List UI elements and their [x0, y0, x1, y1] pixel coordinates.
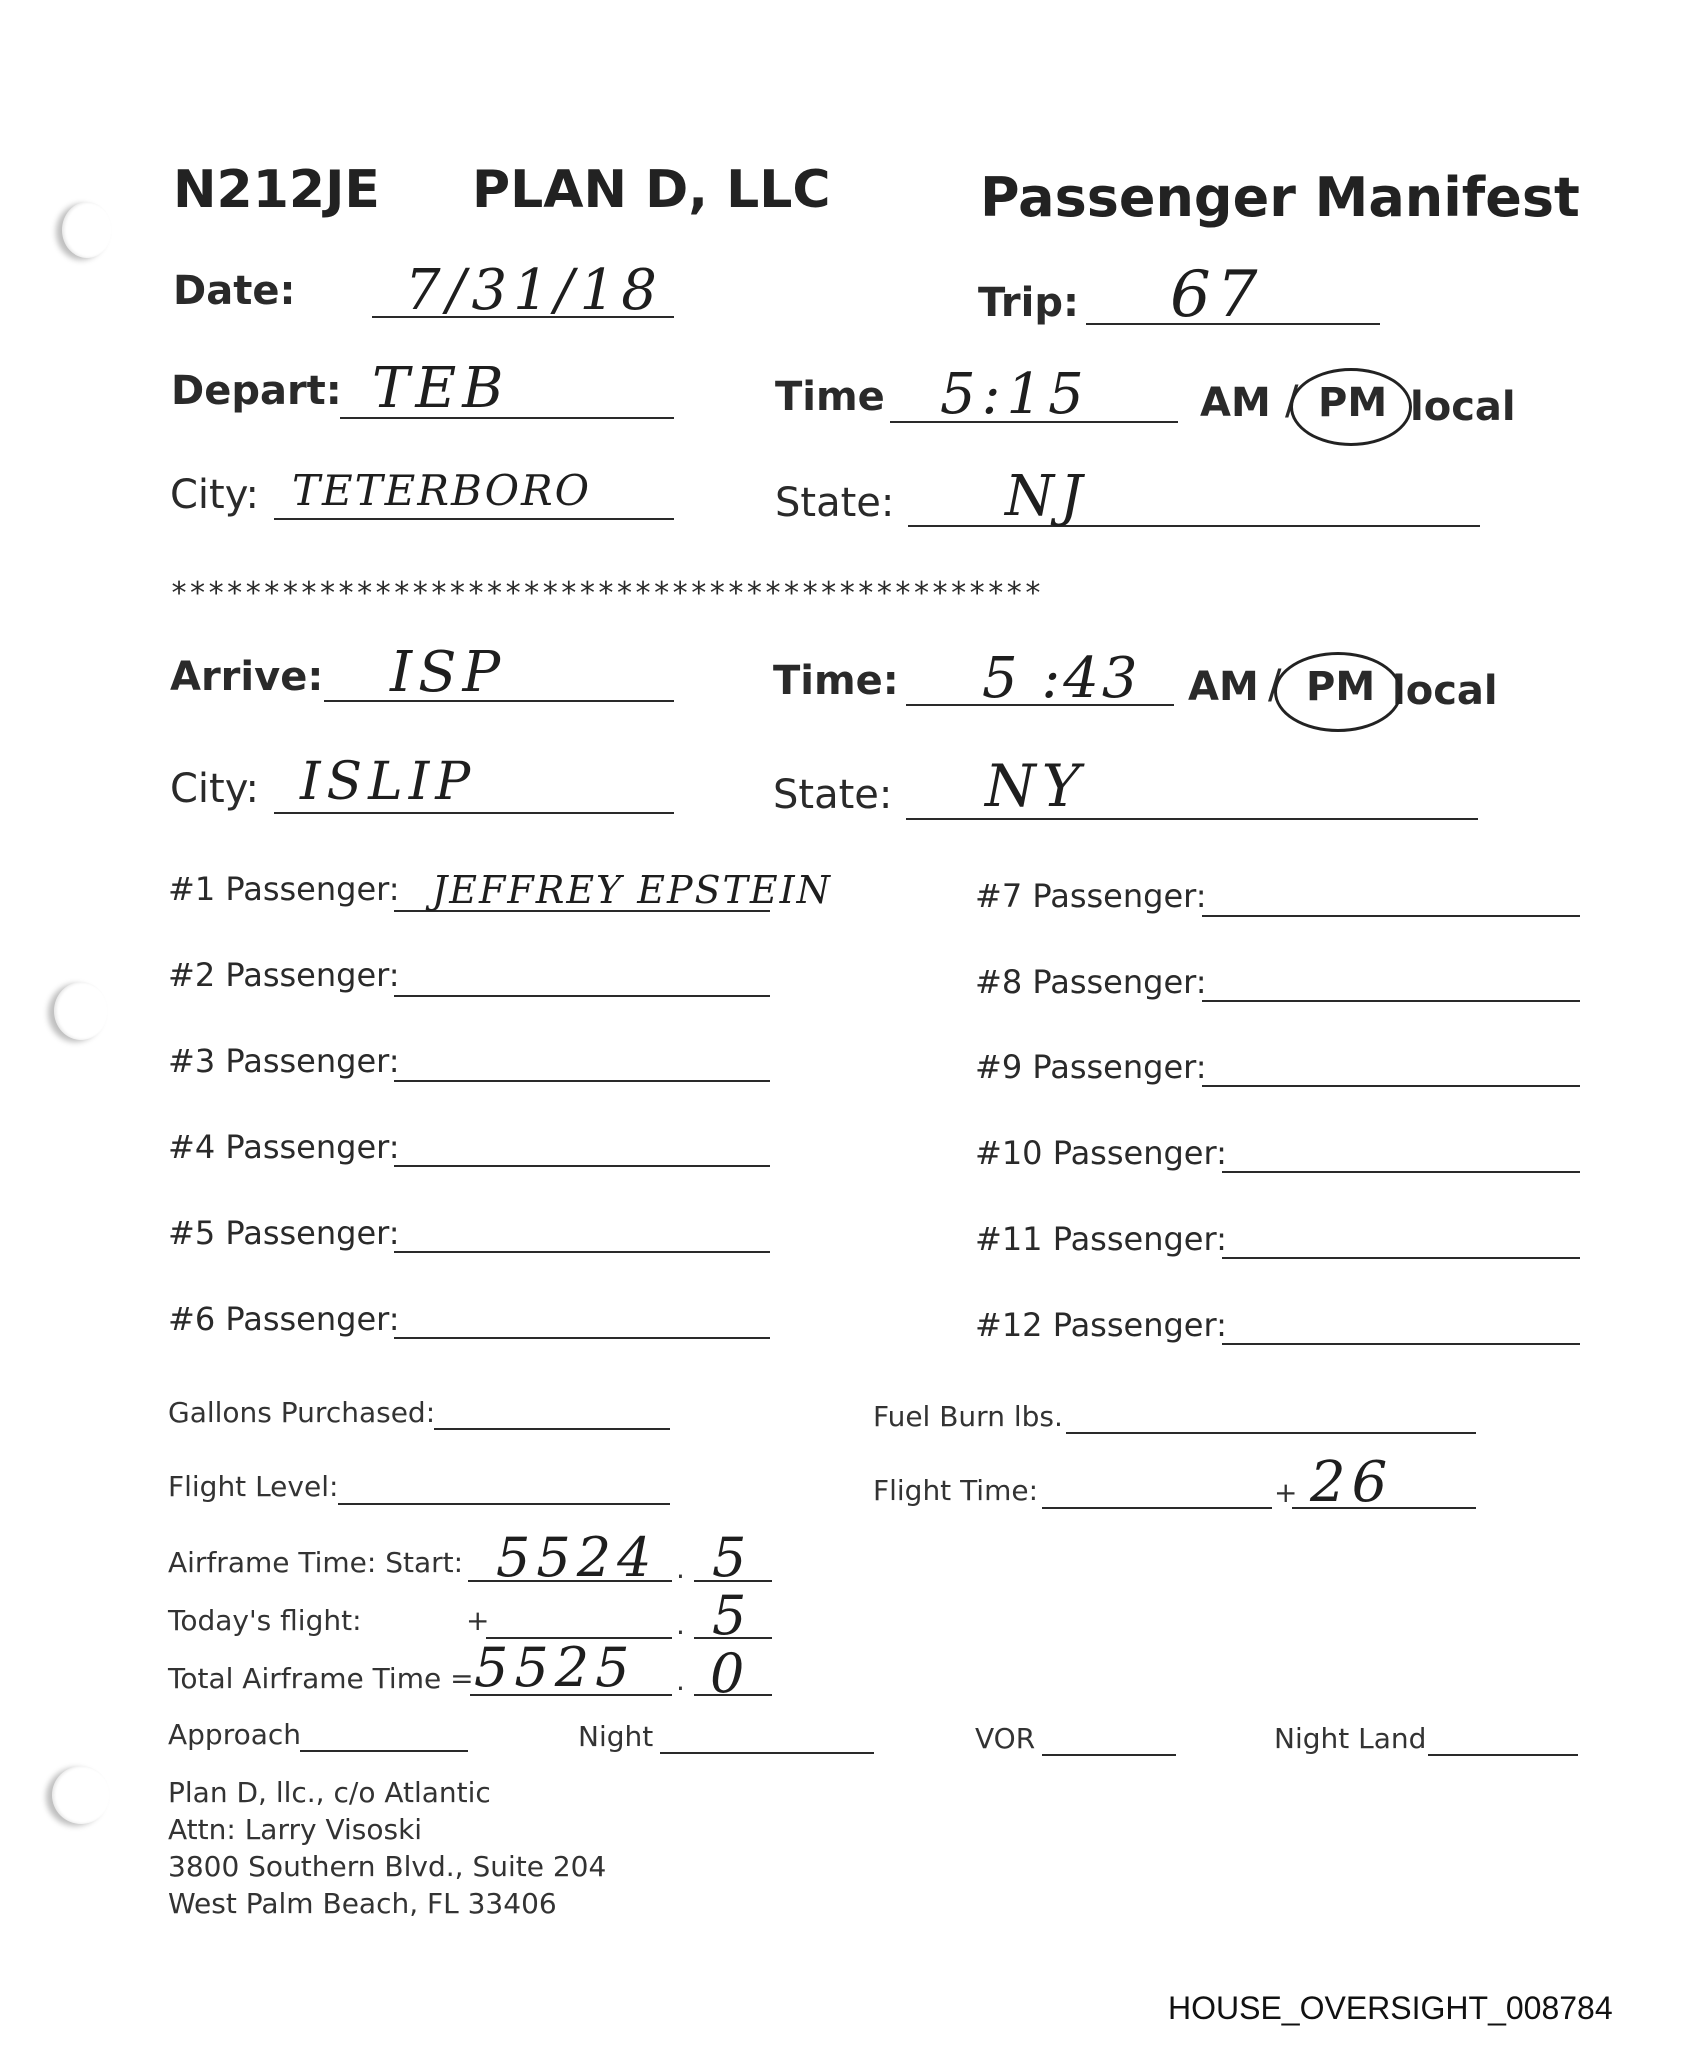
address-line-2: Attn: Larry Visoski — [168, 1813, 423, 1846]
gallons-purchased-line — [434, 1428, 670, 1430]
total-airframe-dot: . — [676, 1664, 685, 1697]
arrive-am: AM — [1188, 664, 1259, 710]
total-airframe-whole: 5525 — [474, 1636, 636, 1699]
passenger-4-line — [394, 1165, 770, 1167]
arrive-city-label: City: — [170, 766, 259, 812]
depart-am: AM — [1200, 380, 1271, 426]
airframe-start-label: Airframe Time: Start: — [168, 1546, 464, 1579]
date-label: Date: — [173, 268, 296, 314]
flight-time-line-a — [1042, 1507, 1272, 1509]
arrive-slash: / — [1268, 662, 1282, 708]
passenger-3-line — [394, 1080, 770, 1082]
flight-time-value: 26 — [1310, 1450, 1394, 1515]
airframe-start-whole: 5524 — [496, 1526, 658, 1589]
document-id: HOUSE_OVERSIGHT_008784 — [1168, 1990, 1613, 2026]
vor-line — [1042, 1754, 1176, 1756]
flight-time-label: Flight Time: — [873, 1474, 1039, 1507]
depart-value: TEB — [372, 356, 510, 421]
gallons-purchased-label: Gallons Purchased: — [168, 1396, 436, 1429]
passenger-2-label: #2 Passenger: — [168, 956, 400, 994]
arrive-state-label: State: — [773, 772, 893, 818]
fuel-burn-label: Fuel Burn lbs. — [873, 1400, 1063, 1433]
address-line-4: West Palm Beach, FL 33406 — [168, 1887, 557, 1920]
passenger-7-line — [1202, 915, 1580, 917]
passenger-11-label: #11 Passenger: — [975, 1220, 1227, 1258]
binder-hole-top — [62, 202, 112, 258]
flight-level-line — [338, 1503, 670, 1505]
depart-local: local — [1410, 384, 1516, 430]
passenger-9-line — [1202, 1085, 1580, 1087]
approach-line — [300, 1750, 468, 1752]
flight-level-label: Flight Level: — [168, 1470, 339, 1503]
passenger-1-label: #1 Passenger: — [168, 870, 400, 908]
depart-slash: / — [1285, 378, 1299, 424]
passenger-2-line — [394, 995, 770, 997]
address-line-1: Plan D, llc., c/o Atlantic — [168, 1776, 491, 1809]
arrive-city-line — [274, 812, 674, 814]
passenger-6-line — [394, 1337, 770, 1339]
depart-time-value: 5:15 — [940, 362, 1090, 427]
passenger-3-label: #3 Passenger: — [168, 1042, 400, 1080]
arrive-value: ISP — [390, 640, 507, 705]
date-value: 7/31/18 — [405, 258, 663, 323]
arrive-local: local — [1392, 668, 1498, 714]
passenger-7-label: #7 Passenger: — [975, 877, 1207, 915]
passenger-12-label: #12 Passenger: — [975, 1306, 1227, 1344]
trip-label: Trip: — [978, 280, 1079, 326]
binder-hole-bottom — [52, 1766, 110, 1824]
night-label: Night — [578, 1720, 654, 1753]
depart-pm: PM — [1318, 380, 1388, 426]
passenger-8-label: #8 Passenger: — [975, 963, 1207, 1001]
passenger-4-label: #4 Passenger: — [168, 1128, 400, 1166]
todays-flight-label: Today's flight: — [168, 1604, 362, 1637]
passenger-1-value: JEFFREY EPSTEIN — [432, 868, 832, 912]
airframe-start-dot: . — [676, 1552, 685, 1585]
passenger-10-line — [1222, 1171, 1580, 1173]
vor-label: VOR — [975, 1722, 1036, 1755]
total-airframe-tenth: 0 — [710, 1642, 751, 1705]
arrive-state-value: NY — [985, 752, 1087, 820]
todays-flight-plus: + — [466, 1604, 490, 1637]
arrive-time-value: 5 :43 — [982, 646, 1141, 711]
depart-city-value: TETERBORO — [292, 466, 592, 515]
passenger-10-label: #10 Passenger: — [975, 1134, 1227, 1172]
arrive-pm: PM — [1306, 664, 1376, 710]
fuel-burn-line — [1066, 1432, 1476, 1434]
page-title: Passenger Manifest — [980, 166, 1580, 229]
depart-label: Depart: — [171, 368, 342, 414]
night-land-label: Night Land — [1274, 1722, 1427, 1755]
passenger-5-label: #5 Passenger: — [168, 1214, 400, 1252]
total-airframe-label: Total Airframe Time = — [168, 1662, 474, 1695]
depart-state-line — [908, 525, 1480, 527]
approach-label: Approach — [168, 1718, 302, 1751]
arrive-label: Arrive: — [170, 654, 324, 700]
depart-time-label: Time — [775, 374, 885, 420]
tail-number: N212JE — [173, 160, 380, 220]
passenger-5-line — [394, 1251, 770, 1253]
night-land-line — [1428, 1754, 1578, 1756]
todays-flight-dot: . — [676, 1608, 685, 1641]
address-line-3: 3800 Southern Blvd., Suite 204 — [168, 1850, 607, 1883]
depart-state-value: NJ — [1005, 464, 1089, 529]
trip-value: 67 — [1170, 258, 1264, 332]
depart-city-label: City: — [170, 472, 259, 518]
binder-hole-middle — [54, 982, 108, 1040]
arrive-time-label: Time: — [773, 658, 899, 704]
passenger-12-line — [1222, 1343, 1580, 1345]
arrive-city-value: ISLIP — [300, 752, 477, 812]
arrive-pm-circle — [1274, 652, 1402, 732]
depart-pm-circle — [1290, 368, 1412, 446]
passenger-9-label: #9 Passenger: — [975, 1048, 1207, 1086]
airframe-start-tenth: 5 — [712, 1526, 753, 1589]
separator-stars: *********************************************** — [170, 576, 1043, 611]
passenger-8-line — [1202, 1000, 1580, 1002]
passenger-6-label: #6 Passenger: — [168, 1300, 400, 1338]
passenger-11-line — [1222, 1257, 1580, 1259]
flight-time-plus: + — [1274, 1476, 1298, 1509]
todays-flight-tenth: 5 — [712, 1584, 753, 1647]
company-name: PLAN D, LLC — [472, 160, 831, 220]
depart-state-label: State: — [775, 480, 895, 526]
depart-city-line — [274, 518, 674, 520]
night-line — [660, 1752, 874, 1754]
